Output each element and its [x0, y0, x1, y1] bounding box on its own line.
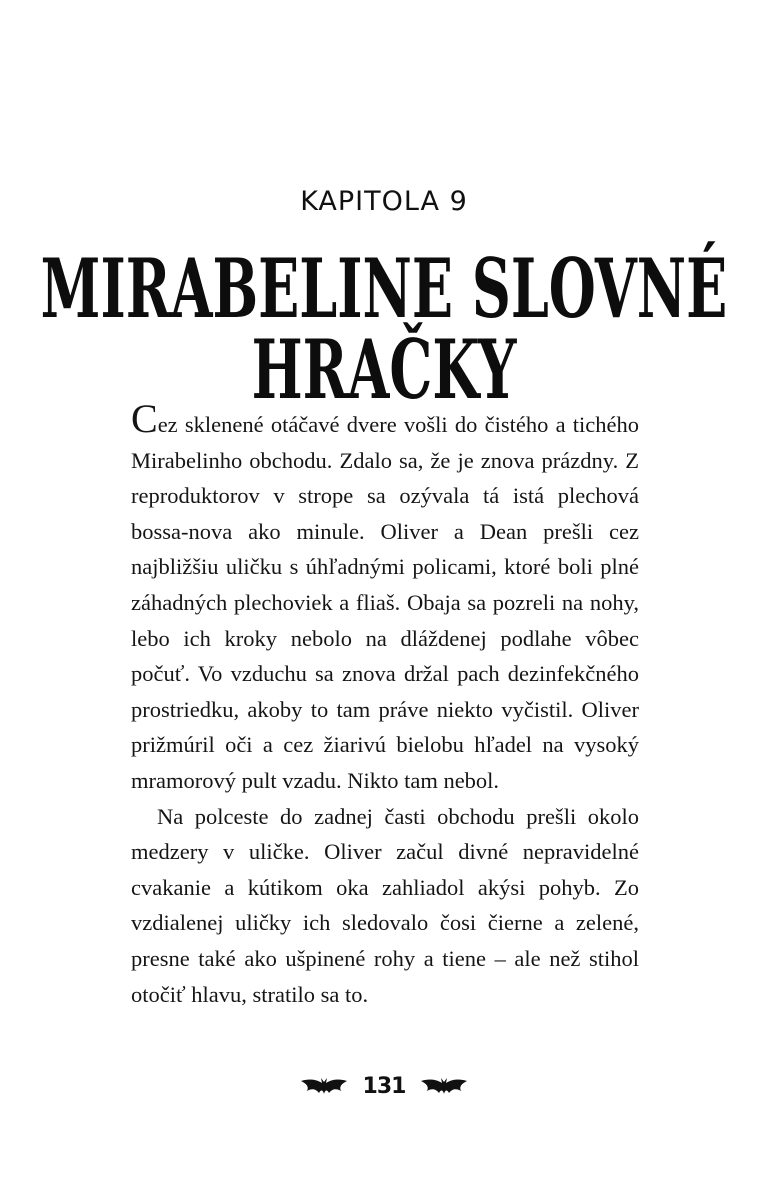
paragraph-1-text: ez sklenené otáčavé dvere vošli do čistého a tichého Mirabelinho obchodu. Zdalo sa, že je znova prázdny. Z reproduktorov v strope sa ozývala tá istá plechová bossa-nova ako minule. Oliver a Dean prešli cez najbližšiu uličku s úhľadnými policami, ktoré boli plné záhadných plechoviek a fliaš. Obaja sa pozreli na nohy, lebo ich kroky nebolo na dláždenej podlahe vôbec počuť. Vo vzduchu sa znova držal pach dezinfekčného prostriedku, akoby to tam práve niekto vyčistil. Oliver prižmúril oči a cez žiarivú bielobu hľadel na vysoký mramorový pult vzadu. Nikto tam nebol.: [131, 412, 639, 793]
page-number: 131: [362, 1074, 406, 1099]
paragraph-2: Na polceste do zadnej časti obchodu prešli okolo medzery v uličke. Oliver začul divné nepravidelné cvakanie a kútikom oka zahliadol akýsi pohyb. Zo vzdialenej uličky ich sledovalo čosi čierne a zelené, presne také ako ušpinené rohy a tiene – ale než stihol otočiť hlavu, stratilo sa to.: [131, 803, 639, 1007]
bat-icon: [419, 1076, 469, 1098]
bat-icon: [299, 1076, 349, 1098]
chapter-label: KAPITOLA 9: [300, 186, 468, 217]
chapter-title: MIRABELINE SLOVNÉ HRAČKY: [40, 240, 728, 418]
drop-cap: C: [131, 396, 158, 441]
chapter-body: [131, 396, 639, 1012]
paragraph-1: [131, 396, 639, 799]
page-footer: [0, 1074, 768, 1099]
